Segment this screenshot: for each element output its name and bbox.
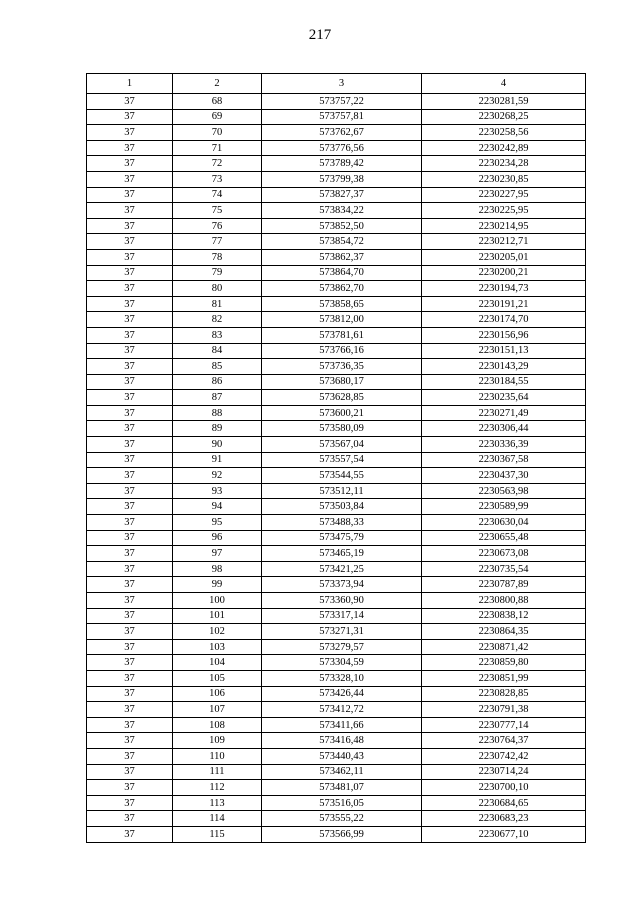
table-cell: 37 xyxy=(87,515,173,531)
table-row xyxy=(87,499,586,515)
table-cell: 2230227,95 xyxy=(422,187,586,203)
table-cell: 37 xyxy=(87,171,173,187)
table-row xyxy=(87,748,586,764)
table-cell: 71 xyxy=(173,140,262,156)
table-cell: 2230589,99 xyxy=(422,499,586,515)
table-cell: 94 xyxy=(173,499,262,515)
table-cell: 2230700,10 xyxy=(422,780,586,796)
table-cell: 37 xyxy=(87,156,173,172)
table-cell: 2230764,37 xyxy=(422,733,586,749)
table-cell: 573854,72 xyxy=(262,234,422,250)
table-cell: 2230143,29 xyxy=(422,359,586,375)
table-cell: 103 xyxy=(173,639,262,655)
table-row xyxy=(87,343,586,359)
header-row xyxy=(87,74,586,94)
table-cell: 37 xyxy=(87,405,173,421)
table-cell: 108 xyxy=(173,717,262,733)
table-cell: 37 xyxy=(87,795,173,811)
table-cell: 100 xyxy=(173,593,262,609)
table-cell: 2230268,25 xyxy=(422,109,586,125)
column-header-3: 3 xyxy=(262,74,422,94)
table-cell: 2230271,49 xyxy=(422,405,586,421)
page-number: 217 xyxy=(308,27,332,43)
table-cell: 88 xyxy=(173,405,262,421)
table-cell: 573776,56 xyxy=(262,140,422,156)
table-cell: 101 xyxy=(173,608,262,624)
column-header-1: 1 xyxy=(87,74,173,94)
table-cell: 2230184,55 xyxy=(422,374,586,390)
table-row xyxy=(87,577,586,593)
table-cell: 37 xyxy=(87,593,173,609)
table-cell: 77 xyxy=(173,234,262,250)
table-cell: 37 xyxy=(87,203,173,219)
table-cell: 113 xyxy=(173,795,262,811)
table-header xyxy=(87,74,586,94)
table-cell: 104 xyxy=(173,655,262,671)
table-cell: 96 xyxy=(173,530,262,546)
table-cell: 2230194,73 xyxy=(422,281,586,297)
table-cell: 95 xyxy=(173,515,262,531)
table-cell: 2230683,23 xyxy=(422,811,586,827)
table-cell: 573503,84 xyxy=(262,499,422,515)
table-cell: 37 xyxy=(87,343,173,359)
table-cell: 86 xyxy=(173,374,262,390)
table-cell: 573360,90 xyxy=(262,593,422,609)
table-row xyxy=(87,468,586,484)
table-cell: 573799,38 xyxy=(262,171,422,187)
table-cell: 37 xyxy=(87,702,173,718)
table-cell: 2230205,01 xyxy=(422,249,586,265)
table-cell: 37 xyxy=(87,733,173,749)
table-cell: 573766,16 xyxy=(262,343,422,359)
table-cell: 2230828,85 xyxy=(422,686,586,702)
table-cell: 573271,31 xyxy=(262,624,422,640)
table-cell: 573762,67 xyxy=(262,125,422,141)
table-cell: 573411,66 xyxy=(262,717,422,733)
table-cell: 2230336,39 xyxy=(422,437,586,453)
table-cell: 37 xyxy=(87,483,173,499)
table-cell: 114 xyxy=(173,811,262,827)
table-cell: 573580,09 xyxy=(262,421,422,437)
table-cell: 2230630,04 xyxy=(422,515,586,531)
table-cell: 2230230,85 xyxy=(422,171,586,187)
table-row xyxy=(87,639,586,655)
table-cell: 37 xyxy=(87,608,173,624)
table-cell: 37 xyxy=(87,296,173,312)
table-cell: 2230242,89 xyxy=(422,140,586,156)
table-row xyxy=(87,452,586,468)
table-row xyxy=(87,140,586,156)
table-row xyxy=(87,826,586,842)
table-cell: 573555,22 xyxy=(262,811,422,827)
table-cell: 37 xyxy=(87,546,173,562)
table-row xyxy=(87,670,586,686)
table-cell: 82 xyxy=(173,312,262,328)
table-row xyxy=(87,655,586,671)
table-cell: 37 xyxy=(87,359,173,375)
table-cell: 97 xyxy=(173,546,262,562)
table-cell: 573789,42 xyxy=(262,156,422,172)
table-cell: 573328,10 xyxy=(262,670,422,686)
table-cell: 37 xyxy=(87,577,173,593)
table-cell: 573600,21 xyxy=(262,405,422,421)
table-cell: 573465,19 xyxy=(262,546,422,562)
table-cell: 573757,81 xyxy=(262,109,422,125)
table-row xyxy=(87,515,586,531)
table-cell: 98 xyxy=(173,561,262,577)
table-cell: 2230677,10 xyxy=(422,826,586,842)
table-cell: 111 xyxy=(173,764,262,780)
table-row xyxy=(87,764,586,780)
table-cell: 74 xyxy=(173,187,262,203)
table-cell: 99 xyxy=(173,577,262,593)
table-cell: 573317,14 xyxy=(262,608,422,624)
table-cell: 2230225,95 xyxy=(422,203,586,219)
table-cell: 2230281,59 xyxy=(422,94,586,110)
table-cell: 573512,11 xyxy=(262,483,422,499)
table-row xyxy=(87,296,586,312)
table-row xyxy=(87,94,586,110)
table-row xyxy=(87,405,586,421)
table-cell: 109 xyxy=(173,733,262,749)
table-cell: 37 xyxy=(87,187,173,203)
table-cell: 573481,07 xyxy=(262,780,422,796)
table-cell: 573304,59 xyxy=(262,655,422,671)
table-cell: 573462,11 xyxy=(262,764,422,780)
table-row xyxy=(87,171,586,187)
table-cell: 2230859,80 xyxy=(422,655,586,671)
table-cell: 573827,37 xyxy=(262,187,422,203)
table-cell: 37 xyxy=(87,624,173,640)
table-cell: 110 xyxy=(173,748,262,764)
table-row xyxy=(87,203,586,219)
table-row xyxy=(87,390,586,406)
table-cell: 115 xyxy=(173,826,262,842)
table-cell: 2230437,30 xyxy=(422,468,586,484)
table-cell: 37 xyxy=(87,421,173,437)
table-cell: 2230367,58 xyxy=(422,452,586,468)
table-cell: 85 xyxy=(173,359,262,375)
table-row xyxy=(87,733,586,749)
table-row xyxy=(87,546,586,562)
table-row xyxy=(87,717,586,733)
table-cell: 2230800,88 xyxy=(422,593,586,609)
table-cell: 573488,33 xyxy=(262,515,422,531)
table-cell: 573279,57 xyxy=(262,639,422,655)
table-cell: 81 xyxy=(173,296,262,312)
table-cell: 573858,65 xyxy=(262,296,422,312)
table-cell: 92 xyxy=(173,468,262,484)
table-cell: 37 xyxy=(87,499,173,515)
table-row xyxy=(87,249,586,265)
table-cell: 37 xyxy=(87,826,173,842)
table-cell: 83 xyxy=(173,327,262,343)
table-cell: 2230258,56 xyxy=(422,125,586,141)
table-cell: 93 xyxy=(173,483,262,499)
table-cell: 573628,85 xyxy=(262,390,422,406)
table-row xyxy=(87,483,586,499)
table-cell: 2230212,71 xyxy=(422,234,586,250)
table-cell: 37 xyxy=(87,312,173,328)
table-cell: 2230151,13 xyxy=(422,343,586,359)
table-cell: 69 xyxy=(173,109,262,125)
table-cell: 2230791,38 xyxy=(422,702,586,718)
table-cell: 37 xyxy=(87,437,173,453)
table-cell: 107 xyxy=(173,702,262,718)
table-cell: 2230864,35 xyxy=(422,624,586,640)
table-row xyxy=(87,281,586,297)
table-cell: 37 xyxy=(87,717,173,733)
table-cell: 573557,54 xyxy=(262,452,422,468)
table-cell: 37 xyxy=(87,748,173,764)
table-cell: 105 xyxy=(173,670,262,686)
table-cell: 37 xyxy=(87,452,173,468)
table-cell: 37 xyxy=(87,811,173,827)
table-cell: 37 xyxy=(87,686,173,702)
table-cell: 70 xyxy=(173,125,262,141)
table-row xyxy=(87,624,586,640)
table-cell: 37 xyxy=(87,780,173,796)
table-cell: 573834,22 xyxy=(262,203,422,219)
table-cell: 106 xyxy=(173,686,262,702)
table-row xyxy=(87,187,586,203)
table-cell: 37 xyxy=(87,140,173,156)
table-cell: 87 xyxy=(173,390,262,406)
table-row xyxy=(87,156,586,172)
table-cell: 573516,05 xyxy=(262,795,422,811)
table-cell: 37 xyxy=(87,234,173,250)
table-cell: 573426,44 xyxy=(262,686,422,702)
table-row xyxy=(87,312,586,328)
table-cell: 68 xyxy=(173,94,262,110)
table-cell: 2230234,28 xyxy=(422,156,586,172)
table-cell: 573680,17 xyxy=(262,374,422,390)
table-row xyxy=(87,530,586,546)
table-row xyxy=(87,359,586,375)
table-cell: 37 xyxy=(87,655,173,671)
table-cell: 2230777,14 xyxy=(422,717,586,733)
table-cell: 573781,61 xyxy=(262,327,422,343)
table-cell: 573757,22 xyxy=(262,94,422,110)
table-row xyxy=(87,109,586,125)
table-row xyxy=(87,780,586,796)
table-cell: 573566,99 xyxy=(262,826,422,842)
table-cell: 37 xyxy=(87,265,173,281)
table-cell: 37 xyxy=(87,639,173,655)
table-row xyxy=(87,686,586,702)
table-cell: 573812,00 xyxy=(262,312,422,328)
table-cell: 2230563,98 xyxy=(422,483,586,499)
table-cell: 37 xyxy=(87,125,173,141)
table-cell: 573736,35 xyxy=(262,359,422,375)
table-cell: 573862,37 xyxy=(262,249,422,265)
table-cell: 78 xyxy=(173,249,262,265)
table-cell: 2230156,96 xyxy=(422,327,586,343)
table-row xyxy=(87,811,586,827)
table-cell: 37 xyxy=(87,390,173,406)
table-cell: 2230655,48 xyxy=(422,530,586,546)
table-row xyxy=(87,125,586,141)
table-cell: 573852,50 xyxy=(262,218,422,234)
table-row xyxy=(87,421,586,437)
table-cell: 73 xyxy=(173,171,262,187)
table-row xyxy=(87,561,586,577)
table-cell: 112 xyxy=(173,780,262,796)
table-cell: 75 xyxy=(173,203,262,219)
table-cell: 72 xyxy=(173,156,262,172)
table-cell: 37 xyxy=(87,670,173,686)
table-cell: 2230235,64 xyxy=(422,390,586,406)
table-row xyxy=(87,265,586,281)
table-cell: 80 xyxy=(173,281,262,297)
table-cell: 2230735,54 xyxy=(422,561,586,577)
table-row xyxy=(87,593,586,609)
table-cell: 573544,55 xyxy=(262,468,422,484)
table-cell: 573421,25 xyxy=(262,561,422,577)
table-row xyxy=(87,795,586,811)
table-row xyxy=(87,218,586,234)
table-cell: 573567,04 xyxy=(262,437,422,453)
table-cell: 2230871,42 xyxy=(422,639,586,655)
table-body xyxy=(87,94,586,843)
table-cell: 91 xyxy=(173,452,262,468)
column-header-2: 2 xyxy=(173,74,262,94)
table-cell: 37 xyxy=(87,327,173,343)
table-row xyxy=(87,327,586,343)
table-cell: 2230191,21 xyxy=(422,296,586,312)
table-cell: 37 xyxy=(87,468,173,484)
table-cell: 2230851,99 xyxy=(422,670,586,686)
table-cell: 37 xyxy=(87,218,173,234)
table-row xyxy=(87,437,586,453)
table-cell: 37 xyxy=(87,530,173,546)
table-cell: 84 xyxy=(173,343,262,359)
table-cell: 37 xyxy=(87,561,173,577)
table-cell: 2230174,70 xyxy=(422,312,586,328)
table-cell: 89 xyxy=(173,421,262,437)
table-cell: 37 xyxy=(87,249,173,265)
table-row xyxy=(87,702,586,718)
table-cell: 573373,94 xyxy=(262,577,422,593)
table-cell: 2230787,89 xyxy=(422,577,586,593)
table-cell: 2230673,08 xyxy=(422,546,586,562)
table-cell: 573440,43 xyxy=(262,748,422,764)
table-cell: 37 xyxy=(87,764,173,780)
table-cell: 37 xyxy=(87,94,173,110)
table-cell: 573862,70 xyxy=(262,281,422,297)
table-cell: 102 xyxy=(173,624,262,640)
table-cell: 2230742,42 xyxy=(422,748,586,764)
table-cell: 90 xyxy=(173,437,262,453)
table-cell: 2230306,44 xyxy=(422,421,586,437)
table-cell: 37 xyxy=(87,374,173,390)
table-cell: 37 xyxy=(87,281,173,297)
table-cell: 2230214,95 xyxy=(422,218,586,234)
table-cell: 573475,79 xyxy=(262,530,422,546)
table-row xyxy=(87,234,586,250)
table-cell: 2230200,21 xyxy=(422,265,586,281)
table-cell: 79 xyxy=(173,265,262,281)
table-cell: 37 xyxy=(87,109,173,125)
table-cell: 573864,70 xyxy=(262,265,422,281)
column-header-4: 4 xyxy=(422,74,586,94)
table-cell: 2230714,24 xyxy=(422,764,586,780)
table-row xyxy=(87,374,586,390)
table-cell: 573416,48 xyxy=(262,733,422,749)
table-row xyxy=(87,608,586,624)
table-cell: 2230684,65 xyxy=(422,795,586,811)
coordinates-table xyxy=(86,73,586,843)
table-cell: 76 xyxy=(173,218,262,234)
table-cell: 2230838,12 xyxy=(422,608,586,624)
table-cell: 573412,72 xyxy=(262,702,422,718)
